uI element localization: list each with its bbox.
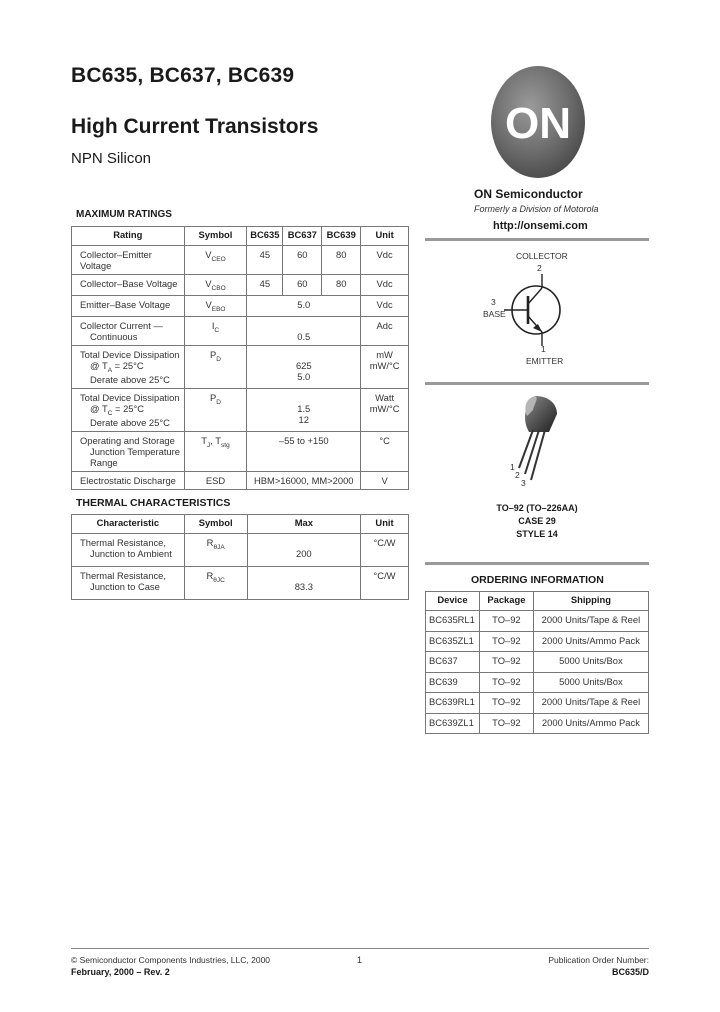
table-row	[426, 631, 649, 652]
rating-cell: Total Device Dissipation @ $T_C = 25^\circ C$ Derate above 25°C	[72, 388, 185, 431]
table-row	[72, 567, 409, 600]
symbol-cell: $V_{EBO}$	[184, 295, 247, 316]
shipping-cell: 5000 Units/Box	[533, 672, 648, 693]
table-row	[72, 471, 409, 489]
shipping-cell: 2000 Units/Tape & Reel	[533, 611, 648, 632]
table-row	[426, 652, 649, 673]
unit-cell: Vdc	[361, 246, 409, 275]
table-row	[72, 345, 409, 388]
value-cell: 5.0	[247, 295, 361, 316]
emitter-label: EMITTER	[526, 356, 564, 366]
rating-cell: Operating and Storage Junction Temperature Range	[72, 431, 185, 471]
rating-cell: Collector–Emitter Voltage	[72, 246, 185, 275]
symbol-cell: $V_{CEO}$	[184, 246, 247, 275]
page-title: High Current Transistors	[71, 115, 319, 138]
table-row	[72, 295, 409, 316]
col-rating: Rating	[72, 227, 185, 246]
table-row	[72, 275, 409, 296]
package-pin-1: 1	[510, 462, 515, 472]
value-cell: 625 5.0	[247, 345, 361, 388]
unit-cell: Watt mW/°C	[361, 388, 409, 431]
rating-cell: Collector Current — Continuous	[72, 316, 185, 345]
divider	[425, 562, 649, 565]
col-shipping: Shipping	[533, 592, 648, 611]
table-row	[426, 672, 649, 693]
col-unit: Unit	[361, 515, 409, 534]
symbol-cell: $P_D$	[184, 388, 247, 431]
to92-package-drawing	[505, 392, 565, 488]
table-header-row	[426, 592, 649, 611]
symbol-cell: $T_J$, $T_{stg}$	[184, 431, 247, 471]
unit-cell: °C/W	[361, 534, 409, 567]
shipping-cell: 2000 Units/Ammo Pack	[533, 713, 648, 734]
shipping-cell: 5000 Units/Box	[533, 652, 648, 673]
table-row	[72, 431, 409, 471]
rating-cell: Electrostatic Discharge	[72, 471, 185, 489]
unit-cell: mW mW/°C	[361, 345, 409, 388]
part-numbers-title: BC635, BC637, BC639	[71, 64, 295, 87]
characteristic-cell: Thermal Resistance, Junction to Ambient	[72, 534, 185, 567]
device-cell: BC639ZL1	[426, 713, 480, 734]
package-pin-2: 2	[515, 470, 520, 480]
table-row	[426, 611, 649, 632]
company-url[interactable]: http://onsemi.com	[493, 220, 588, 232]
col-package: Package	[479, 592, 533, 611]
value-cell: 45	[247, 246, 283, 275]
symbol-cell: ESD	[184, 471, 247, 489]
col-unit: Unit	[361, 227, 409, 246]
table-row	[72, 316, 409, 345]
thermal-table	[71, 514, 409, 600]
symbol-cell: $R_{\theta JA}$	[184, 534, 247, 567]
company-name: ON Semiconductor	[474, 187, 583, 201]
page-subtitle: NPN Silicon	[71, 150, 152, 167]
ordering-table	[425, 591, 649, 734]
footer-publication-number: BC635/D	[611, 967, 649, 977]
value-cell: 45	[247, 275, 283, 296]
unit-cell: °C	[361, 431, 409, 471]
package-cell: TO–92	[479, 631, 533, 652]
col-characteristic: Characteristic	[72, 515, 185, 534]
rating-cell: Emitter–Base Voltage	[72, 295, 185, 316]
package-name: TO–92 (TO–226AA)	[496, 503, 578, 513]
ordering-heading: ORDERING INFORMATION	[471, 574, 604, 586]
on-semiconductor-logo	[490, 64, 586, 180]
footer-divider	[71, 948, 649, 949]
value-cell: 80	[322, 246, 361, 275]
table-row	[72, 246, 409, 275]
device-cell: BC635RL1	[426, 611, 480, 632]
value-cell: 60	[283, 246, 322, 275]
unit-cell: V	[361, 471, 409, 489]
value-cell: HBM>16000, MM>2000	[247, 471, 361, 489]
unit-cell: Adc	[361, 316, 409, 345]
package-pin-3: 3	[521, 478, 526, 488]
col-bc637: BC637	[283, 227, 322, 246]
device-cell: BC639RL1	[426, 693, 480, 714]
table-header-row	[72, 227, 409, 246]
max-ratings-heading: MAXIMUM RATINGS	[76, 209, 172, 220]
thermal-heading: THERMAL CHARACTERISTICS	[76, 497, 231, 509]
col-bc639: BC639	[322, 227, 361, 246]
max-cell: 83.3	[247, 567, 360, 600]
package-cell: TO–92	[479, 713, 533, 734]
symbol-cell: $I_C$	[184, 316, 247, 345]
col-symbol: Symbol	[184, 227, 247, 246]
package-cell: TO–92	[479, 672, 533, 693]
col-max: Max	[247, 515, 360, 534]
symbol-cell: $P_D$	[184, 345, 247, 388]
col-device: Device	[426, 592, 480, 611]
rating-cell: Collector–Base Voltage	[72, 275, 185, 296]
logo-text: ON	[505, 99, 571, 148]
value-cell: –55 to +150	[247, 431, 361, 471]
value-cell: 80	[322, 275, 361, 296]
value-cell: 0.5	[247, 316, 361, 345]
table-header-row	[72, 515, 409, 534]
package-style: STYLE 14	[516, 529, 558, 539]
emitter-pin-number: 1	[541, 344, 546, 354]
divider	[425, 238, 649, 241]
symbol-cell: $R_{\theta JC}$	[184, 567, 247, 600]
device-cell: BC635ZL1	[426, 631, 480, 652]
value-cell: 1.5 12	[247, 388, 361, 431]
base-label: BASE	[483, 309, 506, 319]
table-row	[72, 388, 409, 431]
device-cell: BC637	[426, 652, 480, 673]
collector-label: COLLECTOR	[516, 251, 568, 261]
package-cell: TO–92	[479, 693, 533, 714]
max-ratings-table	[71, 226, 409, 490]
divider	[425, 382, 649, 385]
footer-page-number: 1	[357, 955, 363, 965]
table-row	[426, 693, 649, 714]
package-cell: TO–92	[479, 652, 533, 673]
npn-transistor-symbol	[500, 274, 570, 346]
company-formerly: Formerly a Division of Motorola	[474, 204, 599, 214]
rating-cell: Total Device Dissipation @ $T_A = 25^\circ C$ Derate above 25°C	[72, 345, 185, 388]
unit-cell: °C/W	[361, 567, 409, 600]
table-row	[426, 713, 649, 734]
value-cell: 60	[283, 275, 322, 296]
table-row	[72, 534, 409, 567]
package-cell: TO–92	[479, 611, 533, 632]
package-case: CASE 29	[518, 516, 556, 526]
footer-date-revision: February, 2000 – Rev. 2	[71, 967, 170, 977]
shipping-cell: 2000 Units/Ammo Pack	[533, 631, 648, 652]
unit-cell: Vdc	[361, 295, 409, 316]
footer-publication-label: Publication Order Number:	[548, 955, 649, 965]
unit-cell: Vdc	[361, 275, 409, 296]
footer-copyright: © Semiconductor Components Industries, LLC, 2000	[71, 955, 271, 965]
characteristic-cell: Thermal Resistance, Junction to Case	[72, 567, 185, 600]
col-bc635: BC635	[247, 227, 283, 246]
device-cell: BC639	[426, 672, 480, 693]
base-pin-number: 3	[491, 297, 496, 307]
symbol-cell: $V_{CBO}$	[184, 275, 247, 296]
max-cell: 200	[247, 534, 360, 567]
col-symbol: Symbol	[184, 515, 247, 534]
shipping-cell: 2000 Units/Tape & Reel	[533, 693, 648, 714]
collector-pin-number: 2	[537, 263, 542, 273]
